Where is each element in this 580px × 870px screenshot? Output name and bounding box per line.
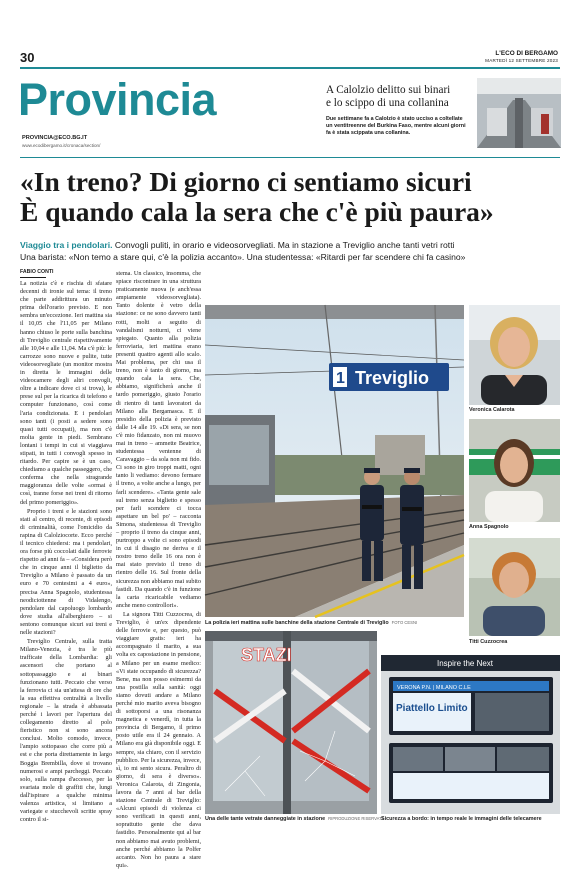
station-sign-text: Treviglio [355,368,430,388]
section-website: www.ecodibergamo.it/cronaca/section/ [22,143,101,148]
headline-line-1: «In treno? Di giorno ci sentiamo sicuri [20,166,472,197]
subhead-line-1 [20,240,565,252]
kicker: Viaggio tra i pendolari. [20,240,113,250]
article-column-1 [20,280,112,846]
damaged-glass-caption [205,816,384,822]
reproduction-notice: RIPRODUZIONE RISERVATA [328,816,385,821]
monitor-route-text: VERONA P.N. | MILANO C.LE [397,685,471,691]
sidebar-story-title-line-2: e lo scippo di una collanina [326,97,449,109]
train-monitor-caption: Sicurezza a bordo: in tempo reale le immagini delle telecamere [381,816,542,822]
col1-paragraph-2: Proprio i treni e le stazioni sono stati al centro, di recente, di episodi di criminalità, come l'omicidio da rapina di Calolziocorte. Ecco perché il tecnico chiedersi: ma i pendolari, ora forse più coccolati dalle ferrovie rispetto ad anni fa – «Considera però che in cinque anni il biglietto da Treviglio a Milano è passato da un euro e 70 centesimi a 4 euro», precisa Anna Spagnolo, studentessa neodiciottenne di Vidalengo, pendolare dal capoluogo lombardo dove studia all'alberghiero – si sentono comunque sicuri sui treni e nelle stazioni? [20,507,112,637]
portrait-anna-spagnolo [469,419,560,522]
sidebar-story-title [326,84,471,110]
caption-anna-spagnolo: Anna Spagnolo [469,524,509,530]
train-banner-text: Inspire the Next [437,659,494,668]
headline-line-2: È quando cala la sera che c'è più paura» [20,196,494,227]
section-email: PROVINCIA@ECO.BG.IT [22,135,88,141]
subhead-text-1: Convogli puliti, in orario e videosorvegliati. Ma in stazione a Treviglio anche tanti vetri rotti [114,240,455,250]
subhead [20,240,565,263]
graffiti-text: STAZI [241,645,292,665]
platform-number-text: 1 [336,370,345,387]
sidebar-story-photo [477,78,561,148]
newspaper-name: L'ECO DI BERGAMO [495,50,558,57]
damaged-glass-photo [205,631,377,814]
subhead-line-2: Una barista: «Non temo a stare qui, c'è la polizia accanto». Una studentessa: «Ritardi per far scendere chi fa casino» [20,251,466,262]
col2-paragraph-1: stema. Un classico, insomma, che spiace riscontrare in una struttura praticamente nuova (e anch'essa ampiamente videosorvegliata). Tanto dolente è vetro della stazione: ce ne sono davvero tanti rotti, molti a seguito di vandalismi notturni, ci viene spiegato. Quanto alla polizia ferroviaria, ieri mattina erano presenti quattro agenti allo scalo. Mai problema, per chi usa il treno, non è tanto di giorno, ma quando cala la sera. Che, abbiamo, significherà anche il tardo pomeriggio, giusto l'orario di rientro di tanti lavoratori da Milano alla Bergamasca. E il presidio della polizia è previsto dalle 14 alle 19. «Di sera, se non c'è mio fidanzato, non mi muovo mai in treno – ammette Beatrice, studentessa ventenne di Caravaggio – da sola non mi fido. Ci sono in giro troppi matti, ogni tanto li vediamo: devono fermare il treno, a volte anche a lungo, per farli scendere». «Tanta gente sale sul treno senza biglietto e spesso per farli scendere ci tocca aspettare un bel po' – racconta Simona, studentessa di Treviglio – proprio il treno da cinque anni, purtroppo a volte ci sono episodi in cui il disagio ne deriva e il nostro treno delle 16 ora non è mai stato previsto il treno di rientro delle 16. Sul fronte della sicurezza non abbiamo mai subito fastidi. Da quando c'è in funzione la carta ricaricabile vediamo anche meno controllori». [116,270,201,609]
main-photo-credit: FOTO CESNI [391,620,418,625]
main-photo-caption [205,620,417,626]
train-monitor-photo [381,655,560,814]
top-rule [20,67,560,69]
damaged-glass-caption-text: Una delle tante vetrate danneggiate in stazione [205,816,326,822]
monitor-station-text: Piattello Limito [396,703,468,714]
main-photo [205,305,464,617]
author-byline: FABIO CONTI [20,269,54,275]
author-rule [20,277,46,278]
sidebar-story-title-line-1: A Calolzio delitto sui binari [326,84,451,96]
section-title: Provincia [18,74,217,125]
section-rule [20,157,560,158]
page-number: 30 [20,50,35,65]
issue-date: MARTEDÌ 12 SETTEMBRE 2023 [485,58,558,63]
col1-paragraph-3: Treviglio Centrale, sulla tratta Milano-Venezia, è tra le più trafficate della Lombardia: gli ascensori che portano al sottopassaggio e ai binari funzionano tutti. Peccato che verso la ferrovia ci sia un'attesa di ore che la sua effettiva centralità a livello regionale – la strada è abbassata perché i lavori per l'apertura del collegamento diretto al polo fieristico non si sono ancora conclusi. Molto comodo, invece, l'ampio sottopasso che corre più a est e che porta direttamente in largo Boggia Brembilla, dove si trovano numerosi e ampi parcheggi. Peccato solo, sulla rampa d'accesso, per la svariata mole di graffiti che, lungi dall'ispirare a qualche minima valenza artistica, si limitano a variegate e stucchevoli scritte spray contro il si- [20,638,112,824]
main-photo-caption-text: La polizia ieri mattina sulle banchine della stazione Centrale di Treviglio [205,620,389,626]
col2-paragraph-2: La signora Titti Cuzzocrea, di Treviglio, è un'ex dipendente delle ferrovie e, per questo, può viaggiare gratis: ieri ha accompagnato il marito, a sua volta ex capostazione in pensione, a Milano per un esame medico: «Vi state occupando di sicurezza? Bene, ma non posso esimermi da una postilla sulla sanità: oggi siamo dovuti andare a Milano perché mio marito aveva bisogno di sottoporsi a una risonanza magnetica e venerdì, in tutta la provincia di Bergamo, il primo posto utile era il 24 gennaio. A Milano era già disponibile oggi. E sempre, sia chiaro, con il servizio pubblico. Per la sicurezza, invece, sì, io mi sento sicura. Peraltro di giorno, di sera è diverso». Veronica Calarota, di Zingonia, lavora da 7 anni al bar della stazione Centrale di Treviglio: «Alcuni episodi di violenza ci sono verificati in questi anni, soprattutto gente che dava fastidio. Personalmente qui al bar non abbiamo mai avuto problemi, anche perché abbiamo la Polfer accanto. Non ho paura a stare qui». [116,610,201,869]
article-column-2 [116,270,201,869]
portrait-titti-cuzzocrea [469,538,560,636]
headline [20,167,565,227]
portrait-veronica-calarota [469,305,560,405]
caption-titti-cuzzocrea: Titti Cuzzocrea [469,639,508,645]
col1-paragraph-1: La notizia c'è e rischia di sfatare decenni di ironie sul tema: il treno che parte addirittura un minuto prima dell'orario previsto. E non sembra un'eccezione. Ieri mattina sia il 10,05 che l'11,05 per Milano hanno chiuso le porte sulla banchina di Treviglio centrale rispettivamente alle 10,04 e alle 11,04. Ma c'è più: le carrozze sono nuove e pulite, tutte videosorvegliate (un monitor mostra in diretta le immagini delle videocamere degli altri convogli, oltre a indicare dove ci si trova), le prese sul per la ricarica di telefono e computer funzionano, così come l'aria condizionata. E i pendolari sono tanti (i posti a sedere sono quasi tutti occupati), ma non c'è molta gente in piedi. Sembrano lontani i tempi in cui si viaggiava stipati, in tutti i convogli spesso in ritardo. Per capire se è un caso, chiediamo a qualche passeggero, che conferma che nella stragrande maggioranza delle volte «ormai è così, tranne forse nei treni di ritorno del primo pomeriggio». [20,280,112,506]
sidebar-story-summary: Due settimane fa a Calolzio è stato ucciso a coltellate un ventitreenne del Burkina Faso, mentre alcuni giorni fa è stata scippata una collanina. [326,116,466,136]
caption-veronica-calarota: Veronica Calarota [469,407,515,413]
